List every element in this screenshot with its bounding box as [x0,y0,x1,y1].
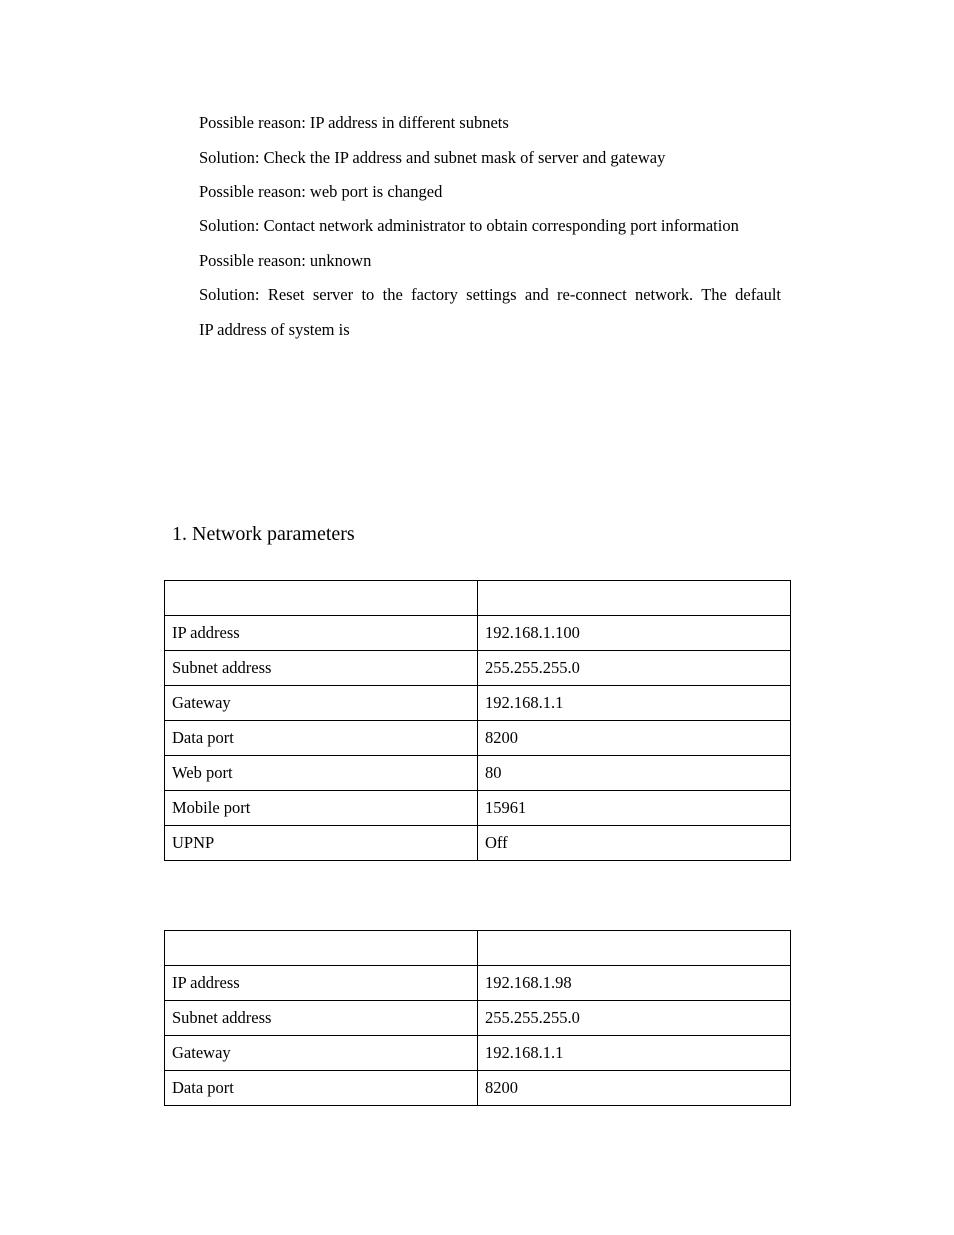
table-header-cell [478,931,791,966]
param-name-cell: Data port [165,721,478,756]
param-value-cell: 255.255.255.0 [478,1001,791,1036]
default-ip-text: IP address of system is [199,320,350,339]
param-value-cell: 192.168.1.1 [478,1036,791,1071]
table-row [165,966,791,1001]
table-header-row [165,931,791,966]
table-row [165,756,791,791]
param-name-cell: IP address [165,616,478,651]
param-name-cell: Data port [165,1071,478,1106]
param-value-cell: 192.168.1.1 [478,686,791,721]
param-name-cell: Subnet address [165,1001,478,1036]
param-value-cell: 192.168.1.100 [478,616,791,651]
section-heading: 1. Network parameters [172,523,355,545]
param-value-cell: 192.168.1.98 [478,966,791,1001]
network-params-table-1 [164,580,791,861]
table-row [165,651,791,686]
table-row [165,1036,791,1071]
table-row [165,686,791,721]
param-value-cell: 15961 [478,791,791,826]
table-header-cell [165,931,478,966]
possible-reason-subnets: Possible reason: IP address in different subnets [199,113,509,132]
table-row [165,826,791,861]
solution-reset-server: Solution: Reset server to the factory settings and re-connect network. The default [199,285,781,304]
param-name-cell: IP address [165,966,478,1001]
param-name-cell: Subnet address [165,651,478,686]
table-header-cell [478,581,791,616]
param-name-cell: Gateway [165,1036,478,1071]
possible-reason-web-port: Possible reason: web port is changed [199,182,443,201]
solution-contact-admin: Solution: Contact network administrator to obtain corresponding port information [199,216,739,235]
param-name-cell: Web port [165,756,478,791]
table-row [165,616,791,651]
param-value-cell: 8200 [478,721,791,756]
param-value-cell: 8200 [478,1071,791,1106]
param-name-cell: Mobile port [165,791,478,826]
table-row [165,1071,791,1106]
network-params-table-2 [164,930,791,1106]
table-row [165,791,791,826]
possible-reason-unknown: Possible reason: unknown [199,251,372,270]
param-value-cell: 255.255.255.0 [478,651,791,686]
param-name-cell: Gateway [165,686,478,721]
table-header-cell [165,581,478,616]
param-name-cell: UPNP [165,826,478,861]
table-row [165,1001,791,1036]
table-row [165,721,791,756]
table-header-row [165,581,791,616]
param-value-cell: Off [478,826,791,861]
param-value-cell: 80 [478,756,791,791]
solution-check-ip: Solution: Check the IP address and subnet mask of server and gateway [199,148,666,167]
